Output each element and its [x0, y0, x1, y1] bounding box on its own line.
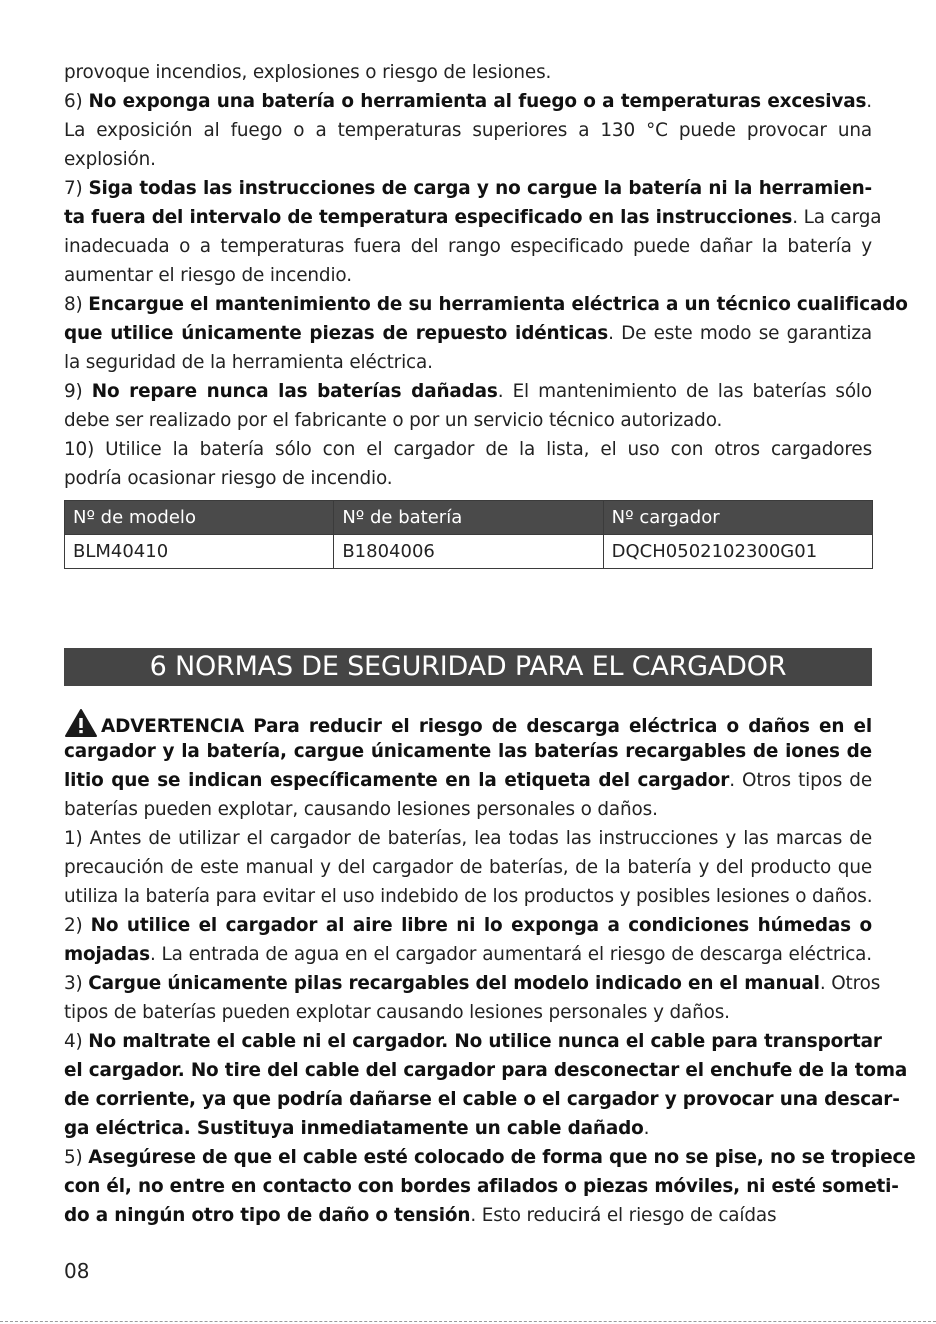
page-number: 08 [64, 1259, 90, 1283]
bold-text: No exponga una batería o herramienta al fuego o a temperaturas excesivas [88, 91, 867, 112]
body-text: provoque incendios, explosiones o riesgo de lesiones. [64, 62, 552, 83]
text-line [64, 1114, 872, 1143]
text-line [64, 766, 872, 795]
text-line [64, 87, 872, 116]
text-line [64, 795, 872, 824]
bold-text: el cargador. No tire del cable del cargador para desconectar el enchufe de la toma [64, 1060, 908, 1081]
body-text: la seguridad de la herramienta eléctrica. [64, 352, 433, 373]
body-text: baterías pueden explotar, causando lesiones personales o daños. [64, 799, 658, 820]
model-number-cell: BLM40410 [65, 535, 334, 569]
text-line [64, 348, 872, 377]
body-text: debe ser realizado por el fabricante o por un servicio técnico autorizado. [64, 410, 723, 431]
text-line [64, 203, 882, 232]
body-text: precaución de este manual y del cargador de baterías, de la batería y del producto que [64, 857, 872, 878]
body-text: . La carga [792, 207, 882, 228]
bold-text: No maltrate el cable ni el cargador. No utilice nunca el cable para transportar [88, 1031, 882, 1052]
text-line [64, 1143, 916, 1172]
bold-text: litio que se indican específicamente en la etiqueta del cargador [64, 770, 730, 791]
text-line [64, 998, 872, 1027]
body-text: . Esto reducirá el riesgo de caídas [470, 1205, 777, 1226]
body-text: 7) [64, 178, 89, 199]
compatibility-table [64, 500, 873, 569]
page-bottom-rule [0, 1321, 936, 1322]
body-text: 8) [64, 294, 89, 315]
text-line [64, 737, 872, 766]
body-text: 3) [64, 973, 89, 994]
text-line [64, 940, 872, 969]
text-line [64, 435, 872, 464]
bold-text: que utilice únicamente piezas de repuesto idénticas [64, 323, 609, 344]
battery-number-cell: B1804006 [334, 535, 603, 569]
intro-paragraphs [64, 58, 908, 493]
text-line [64, 1085, 900, 1114]
body-text: tipos de baterías pueden explotar causando lesiones personales y daños. [64, 1002, 730, 1023]
text-line [64, 290, 908, 319]
text-line [64, 377, 872, 406]
text-line [64, 232, 872, 261]
warning-triangle-icon [64, 708, 98, 738]
text-line [64, 824, 872, 853]
body-text: 9) [64, 381, 92, 402]
bold-text: Siga todas las instrucciones de carga y no cargue la batería ni la herramien- [88, 178, 873, 199]
text-line [64, 969, 881, 998]
text-line [64, 708, 872, 737]
bold-text: de corriente, ya que podría dañarse el cable o el cargador y provocar una descar- [64, 1089, 900, 1110]
text-line [64, 261, 872, 290]
text-line [64, 1201, 872, 1230]
intro-text-block [64, 58, 908, 569]
text-line [64, 882, 872, 911]
bold-text: ADVERTENCIA Para reducir el riesgo de descarga eléctrica o daños en el [101, 716, 872, 737]
bold-text: do a ningún otro tipo de daño o tensión [64, 1205, 471, 1226]
bold-text: ta fuera del intervalo de temperatura especificado en las instrucciones [64, 207, 793, 228]
text-line [64, 406, 872, 435]
body-text: . De este modo se garantiza [608, 323, 872, 344]
body-text: 4) [64, 1031, 89, 1052]
charger-safety-paragraphs [64, 708, 916, 1230]
charger-number-cell: DQCH0502102300G01 [603, 535, 872, 569]
charger-safety-text-block [64, 708, 916, 1230]
body-text: La exposición al fuego o a temperaturas superiores a 130 °C puede provocar una [64, 120, 872, 141]
bold-text: con él, no entre en contacto con bordes afilados o piezas móviles, ni esté someti- [64, 1176, 899, 1197]
body-text: . La entrada de agua en el cargador aumentará el riesgo de descarga eléctrica. [149, 944, 872, 965]
body-text: 1) Antes de utilizar el cargador de baterías, lea todas las instrucciones y las marcas de [64, 828, 872, 849]
bold-text: mojadas [64, 944, 150, 965]
body-text: . Otros tipos de [729, 770, 872, 791]
bold-text: ga eléctrica. Sustituya inmediatamente un cable dañado [64, 1118, 644, 1139]
bold-text: No utilice el cargador al aire libre ni lo exponga a condiciones húmedas o [90, 915, 873, 936]
text-line [64, 58, 872, 87]
bold-text: No repare nunca las baterías dañadas [91, 381, 498, 402]
text-line [64, 174, 872, 203]
column-header-charger: Nº cargador [603, 501, 872, 535]
text-line [64, 116, 872, 145]
text-line [64, 319, 872, 348]
table-header-row [65, 501, 873, 535]
body-text: utiliza la batería para evitar el uso indebido de los productos y posibles lesiones o daños. [64, 886, 873, 907]
body-text: inadecuada o a temperaturas fuera del rango especificado puede dañar la batería y [64, 236, 872, 257]
column-header-model: Nº de modelo [65, 501, 334, 535]
text-line [64, 1172, 899, 1201]
body-text: . [866, 91, 872, 112]
body-text: . Otros [819, 973, 881, 994]
text-line [64, 464, 872, 493]
body-text: . [643, 1118, 650, 1139]
section-title: 6 NORMAS DE SEGURIDAD PARA EL CARGADOR [64, 648, 872, 686]
body-text: aumentar el riesgo de incendio. [64, 265, 352, 286]
body-text: . El mantenimiento de las baterías sólo [497, 381, 872, 402]
text-line [64, 145, 872, 174]
bold-text: Asegúrese de que el cable esté colocado de forma que no se pise, no se tropiece [88, 1147, 916, 1168]
body-text: 5) [64, 1147, 89, 1168]
bold-text: Encargue el mantenimiento de su herramienta eléctrica a un técnico cualificado [88, 294, 908, 315]
body-text: 2) [64, 915, 91, 936]
bold-text: cargador y la batería, cargue únicamente las baterías recargables de iones de [64, 741, 872, 762]
text-line [64, 1056, 908, 1085]
body-text: 10) Utilice la batería sólo con el cargador de la lista, el uso con otros cargadores [64, 439, 872, 460]
text-line [64, 1027, 882, 1056]
body-text: 6) [64, 91, 89, 112]
text-line [64, 911, 872, 940]
bold-text: Cargue únicamente pilas recargables del modelo indicado en el manual [88, 973, 820, 994]
column-header-battery: Nº de batería [334, 501, 603, 535]
table-row [65, 535, 873, 569]
body-text: explosión. [64, 149, 156, 170]
body-text: podría ocasionar riesgo de incendio. [64, 468, 393, 489]
text-line [64, 853, 872, 882]
